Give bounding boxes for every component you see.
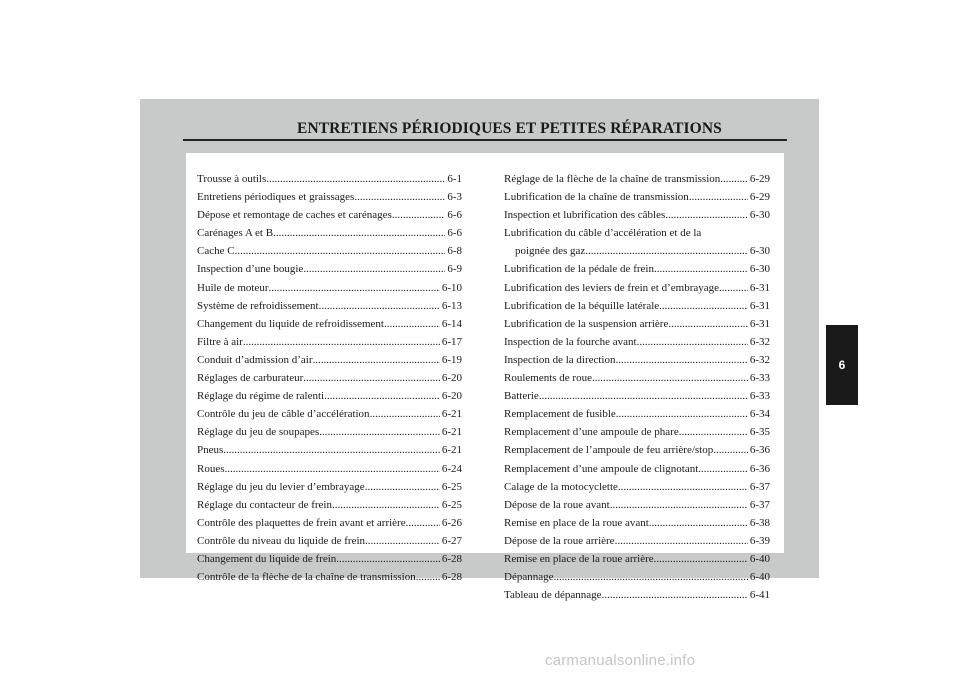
toc-entry-title-line[interactable]: Lubrification du câble d’accélération et de la [504, 227, 702, 240]
toc-entry-page: 6-29 [749, 173, 770, 185]
toc-entry-page: 6-21 [441, 408, 462, 421]
toc-entry-page: 6-36 [749, 444, 770, 457]
toc-entry-page: 6-20 [441, 372, 462, 385]
toc-entry-title: Inspection d’une bougie [197, 263, 304, 276]
toc-entry-page: 6-26 [441, 516, 462, 529]
toc-leader-dots [649, 514, 748, 532]
toc-entry[interactable] [504, 333, 770, 351]
toc-entry-title: Dépose de la roue arrière [504, 534, 615, 547]
toc-entry-title: Inspection de la direction [504, 353, 616, 366]
toc-entry[interactable] [197, 333, 462, 351]
toc-entry-page: 6-37 [749, 480, 770, 493]
toc-leader-dots [615, 532, 748, 550]
toc-entry-page: 6-1 [447, 173, 462, 185]
toc-entry-title: poignée des gaz [515, 245, 586, 258]
toc-leader-dots [592, 369, 748, 387]
toc-entry[interactable] [504, 188, 770, 206]
toc-entry-title: Contrôle du niveau du liquide de frein [197, 534, 366, 547]
toc-leader-dots [332, 496, 440, 514]
toc-entry[interactable] [504, 532, 770, 550]
toc-leader-dots [392, 206, 445, 224]
toc-entry-page: 6-30 [749, 263, 770, 276]
toc-entry-title: Contrôle du jeu de câble d’accélération [197, 408, 370, 421]
toc-leader-dots [235, 242, 446, 260]
toc-leader-dots [384, 315, 440, 333]
chapter-tab[interactable] [826, 325, 858, 405]
toc-leader-dots [406, 514, 440, 532]
toc-entry-title: Remplacement de fusible [504, 408, 616, 421]
toc-entry-title: Réglages de carburateur [197, 372, 304, 385]
toc-leader-dots [319, 297, 440, 315]
toc-entry[interactable] [197, 351, 462, 369]
toc-entry[interactable] [504, 260, 770, 278]
toc-leader-dots [659, 297, 748, 315]
toc-entry-page: 6-25 [441, 498, 462, 511]
toc-entry-title: Filtre à air [197, 335, 243, 348]
toc-leader-dots [553, 568, 747, 586]
toc-entry-page: 6-38 [749, 516, 770, 529]
toc-entry[interactable] [504, 170, 770, 188]
toc-leader-dots [618, 478, 748, 496]
toc-entry-title: Inspection de la fourche avant [504, 335, 637, 348]
toc-entry-title: Remise en place de la roue arrière [504, 552, 654, 565]
toc-entry-page: 6-20 [441, 390, 462, 403]
toc-entry-title: Changement du liquide de frein [197, 552, 337, 565]
toc-entry-page: 6-27 [441, 534, 462, 547]
toc-entry-page: 6-25 [441, 480, 462, 493]
toc-entry-page: 6-31 [749, 317, 770, 330]
toc-leader-dots [679, 423, 748, 441]
toc-entry-title: Inspection et lubrification des câbles [504, 209, 666, 222]
toc-entry-page: 6-3 [447, 191, 462, 204]
toc-entry-title: Pneus [197, 444, 224, 457]
toc-entry-title: Entretiens périodiques et graissages [197, 191, 355, 204]
toc-entry-page: 6-14 [441, 317, 462, 330]
toc-leader-dots [268, 279, 439, 297]
toc-leader-dots [313, 351, 440, 369]
toc-leader-dots [319, 423, 440, 441]
toc-leader-dots [668, 315, 747, 333]
toc-entry[interactable] [197, 478, 462, 496]
toc-leader-dots [585, 242, 748, 260]
toc-entry-page: 6-28 [441, 552, 462, 565]
toc-entry-page: 6-29 [749, 191, 770, 204]
toc-entry[interactable] [197, 568, 462, 586]
toc-entry-title: Lubrification de la pédale de frein [504, 263, 654, 276]
toc-leader-dots [720, 170, 748, 188]
toc-entry-title: Lubrification de la suspension arrière [504, 317, 669, 330]
toc-entry[interactable] [197, 441, 462, 459]
toc-entry[interactable] [197, 550, 462, 568]
toc-entry[interactable] [197, 532, 462, 550]
toc-leader-dots [273, 224, 445, 242]
toc-entry[interactable] [197, 405, 462, 423]
toc-entry[interactable] [197, 315, 462, 333]
toc-entry-page: 6-6 [447, 209, 462, 222]
toc-entry[interactable] [504, 369, 770, 387]
toc-entry-page: 6-36 [749, 462, 770, 475]
toc-entry-title: Réglage du contacteur de frein [197, 498, 332, 511]
toc-entry[interactable] [504, 460, 770, 478]
toc-entry[interactable] [504, 405, 770, 423]
toc-leader-dots [365, 478, 440, 496]
toc-entry[interactable] [504, 279, 770, 297]
toc-entry-page: 6-37 [749, 498, 770, 511]
toc-entry[interactable] [197, 423, 462, 441]
toc-entry-page: 6-40 [749, 552, 770, 565]
toc-entry[interactable] [197, 188, 462, 206]
toc-entry[interactable] [504, 514, 770, 532]
toc-leader-dots [539, 387, 748, 405]
toc-entry-title: Remise en place de la roue avant [504, 516, 649, 529]
toc-leader-dots [654, 260, 748, 278]
toc-leader-dots [303, 369, 440, 387]
toc-entry[interactable] [504, 423, 770, 441]
chapter-number: 6 [838, 358, 846, 372]
toc-entry-page: 6-10 [441, 281, 462, 294]
toc-entry-title: Remplacement de l’ampoule de feu arrière/stop [504, 444, 714, 457]
toc-entry[interactable] [197, 387, 462, 405]
toc-leader-dots [616, 351, 748, 369]
toc-leader-dots [243, 333, 440, 351]
toc-entry-title: Réglage du régime de ralenti [197, 390, 325, 403]
toc-leader-dots [225, 460, 440, 478]
toc-entry-title: Roulements de roue [504, 372, 592, 385]
toc-leader-dots [354, 188, 445, 206]
page-title: ENTRETIENS PÉRIODIQUES ET PETITES RÉPARATIONS [297, 120, 722, 137]
toc-entry[interactable] [504, 568, 770, 586]
toc-entry-title: Dépose et remontage de caches et carénages [197, 209, 392, 222]
toc-column-right [504, 170, 770, 604]
toc-leader-dots [416, 568, 440, 586]
title-rule [183, 139, 787, 141]
toc-entry-page: 6-30 [749, 209, 770, 222]
toc-entry-page: 6-31 [749, 299, 770, 312]
toc-entry-title: Calage de la motocyclette [504, 480, 618, 493]
toc-entry-page: 6-39 [749, 534, 770, 547]
toc-entry[interactable] [197, 206, 462, 224]
toc-entry-page: 6-8 [447, 245, 462, 258]
toc-entry-title: Lubrification de la chaîne de transmission [504, 191, 689, 204]
toc-entry-page: 6-40 [749, 571, 770, 584]
toc-entry[interactable] [504, 478, 770, 496]
toc-entry-title: Dépose de la roue avant [504, 498, 610, 511]
toc-entry[interactable] [197, 224, 462, 242]
toc-leader-dots [303, 260, 445, 278]
toc-entry-title: Réglage du jeu de soupapes [197, 426, 320, 439]
toc-entry-title: Remplacement d’une ampoule de clignotant [504, 462, 699, 475]
toc-entry-title: Lubrification de la béquille latérale [504, 299, 660, 312]
toc-leader-dots [223, 441, 440, 459]
toc-entry[interactable] [197, 242, 462, 260]
toc-leader-dots [654, 550, 748, 568]
toc-leader-dots [324, 387, 440, 405]
toc-content [186, 153, 784, 602]
toc-entry-page: 6-30 [749, 245, 770, 258]
toc-entry[interactable] [504, 387, 770, 405]
toc-entry[interactable] [197, 170, 462, 188]
toc-entry[interactable] [504, 206, 770, 224]
toc-entry-page: 6-17 [441, 335, 462, 348]
toc-entry-title: Dépannage [504, 571, 554, 584]
toc-entry[interactable] [504, 351, 770, 369]
toc-entry-title: Lubrification des leviers de frein et d’embrayage [504, 281, 720, 294]
toc-entry[interactable] [197, 297, 462, 315]
watermark: carmanualsonline.info [545, 652, 696, 669]
toc-entry-page: 6-33 [749, 390, 770, 403]
toc-entry-title: Conduit d’admission d’air [197, 353, 313, 366]
toc-leader-dots [336, 550, 440, 568]
toc-entry-page: 6-41 [749, 589, 770, 602]
toc-leader-dots [713, 441, 748, 459]
toc-leader-dots [266, 170, 445, 188]
toc-entry-page: 6-28 [441, 571, 462, 584]
toc-entry-page: 6-24 [441, 462, 462, 475]
toc-leader-dots [602, 586, 748, 604]
toc-entry[interactable] [504, 242, 770, 260]
toc-entry-title: Carénages A et B [197, 227, 274, 240]
toc-entry-page: 6-13 [441, 299, 462, 312]
toc-entry-title: Cache C [197, 245, 235, 258]
toc-entry-page: 6-9 [447, 263, 462, 276]
toc-entry[interactable] [504, 586, 770, 604]
toc-column-left [197, 170, 462, 586]
toc-entry[interactable] [504, 297, 770, 315]
toc-entry-title: Contrôle des plaquettes de frein avant et arrière [197, 516, 406, 529]
toc-entry-page: 6-32 [749, 353, 770, 366]
toc-entry-title: Contrôle de la flèche de la chaîne de transmission [197, 571, 416, 584]
toc-entry-page: 6-6 [447, 227, 462, 240]
toc-entry-title: Système de refroidissement [197, 299, 319, 312]
toc-entry[interactable] [504, 550, 770, 568]
toc-leader-dots [616, 405, 748, 423]
toc-leader-dots [698, 460, 748, 478]
toc-entry[interactable] [504, 315, 770, 333]
toc-entry-page: 6-33 [749, 372, 770, 385]
toc-leader-dots [665, 206, 748, 224]
toc-entry[interactable] [504, 496, 770, 514]
toc-entry-title: Trousse à outils [197, 173, 267, 185]
toc-entry-title: Batterie [504, 390, 539, 403]
toc-entry-page: 6-35 [749, 426, 770, 439]
toc-leader-dots [610, 496, 748, 514]
toc-entry-title: Réglage du jeu du levier d’embrayage [197, 480, 365, 493]
toc-entry[interactable] [197, 260, 462, 278]
toc-entry[interactable] [197, 514, 462, 532]
toc-entry-page: 6-21 [441, 426, 462, 439]
toc-entry[interactable] [197, 460, 462, 478]
toc-leader-dots [719, 279, 748, 297]
toc-leader-dots [370, 405, 440, 423]
toc-entry[interactable] [197, 279, 462, 297]
toc-entry-page: 6-32 [749, 335, 770, 348]
toc-entry-title: Tableau de dépannage [504, 589, 602, 602]
toc-entry[interactable] [197, 496, 462, 514]
toc-leader-dots [689, 188, 748, 206]
toc-entry-page: 6-21 [441, 444, 462, 457]
toc-entry[interactable] [197, 369, 462, 387]
toc-entry-page: 6-31 [749, 281, 770, 294]
toc-entry-title: Roues [197, 462, 225, 475]
toc-leader-dots [365, 532, 440, 550]
toc-leader-dots [637, 333, 748, 351]
toc-entry-title: Remplacement d’une ampoule de phare [504, 426, 679, 439]
toc-entry-page: 6-19 [441, 353, 462, 366]
toc-entry-title: Changement du liquide de refroidissement [197, 317, 384, 330]
toc-entry[interactable] [504, 441, 770, 459]
toc-entry-page: 6-34 [749, 408, 770, 421]
toc-entry-title: Réglage de la flèche de la chaîne de transmission [504, 173, 721, 185]
toc-entry-title: Huile de moteur [197, 281, 269, 294]
